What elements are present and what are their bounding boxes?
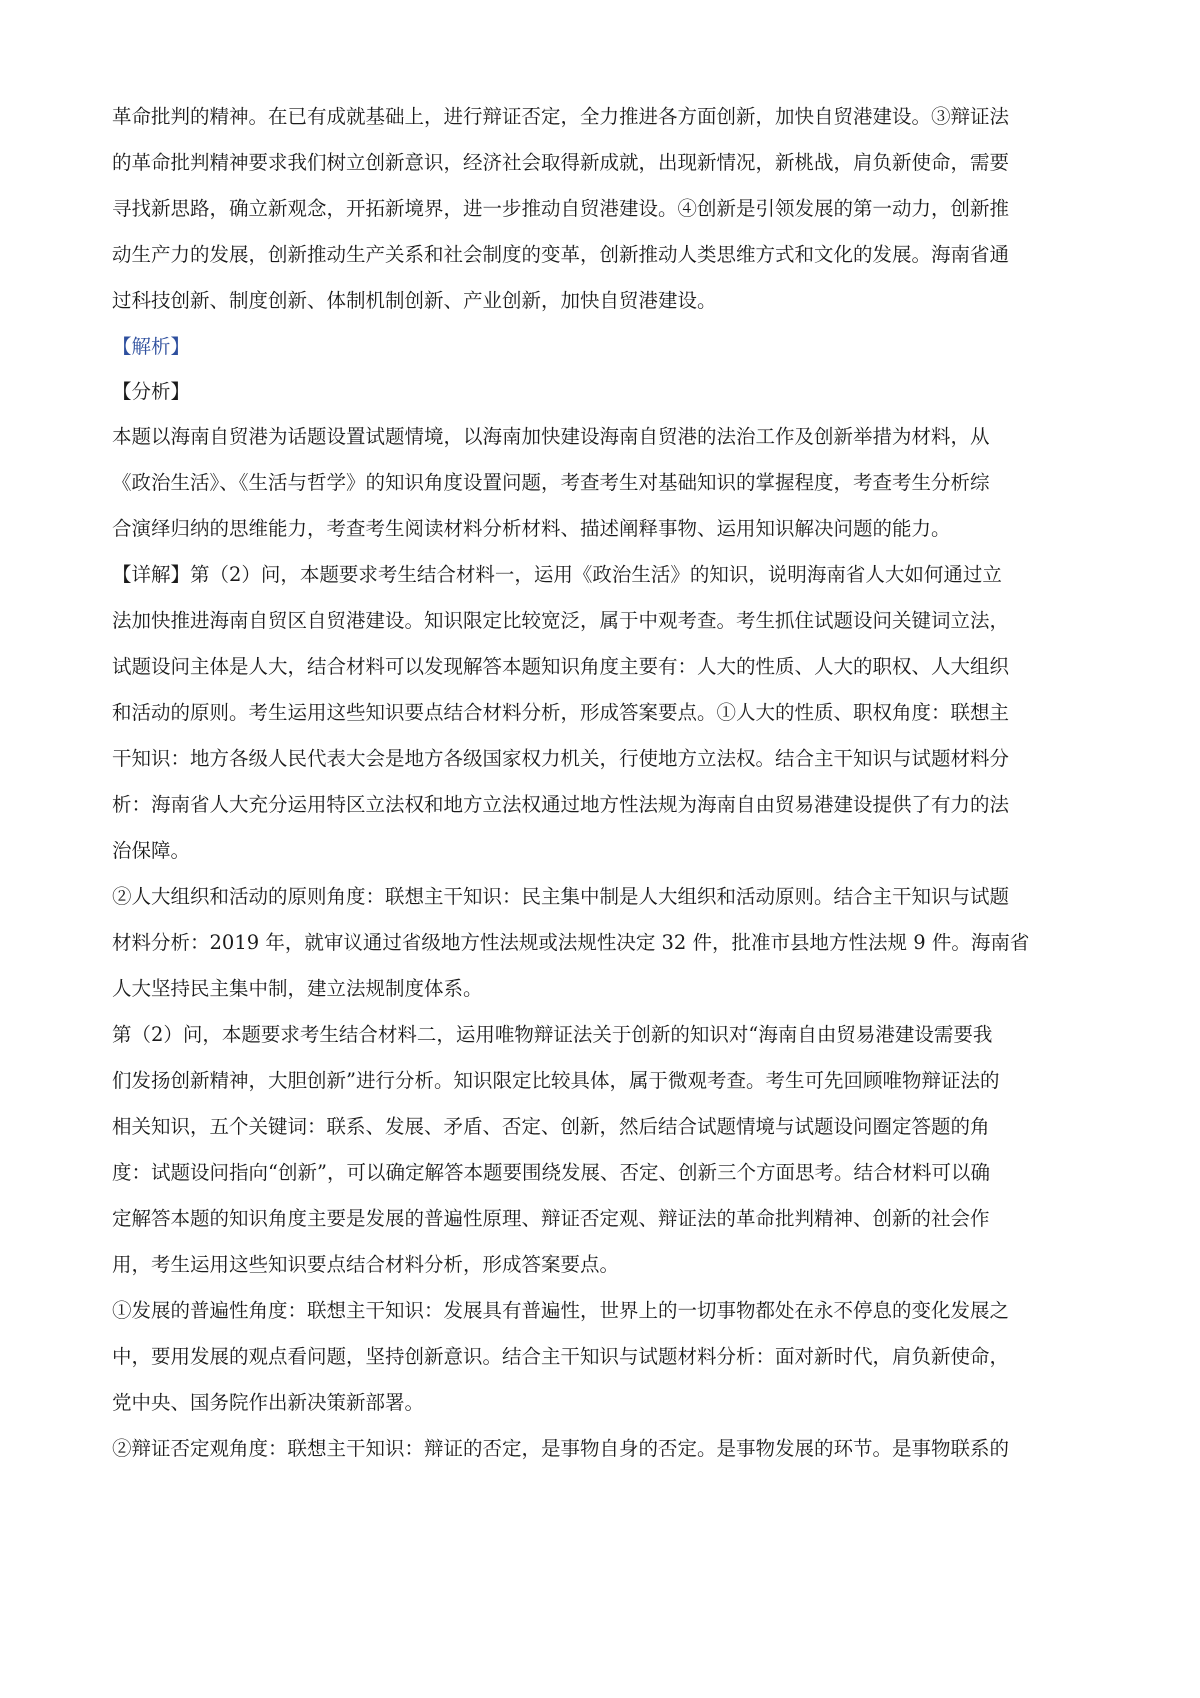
text-line: 法加快推进海南自贸区自贸港建设。知识限定比较宽泛，属于中观考查。考生抓住试题设问关键词立法， — [112, 609, 1010, 632]
text-line: 动生产力的发展，创新推动生产关系和社会制度的变革，创新推动人类思维方式和文化的发展。海南省通 — [112, 243, 1010, 266]
text-line: 寻找新思路，确立新观念，开拓新境界，进一步推动自贸港建设。④创新是引领发展的第一动力，创新推 — [112, 197, 1010, 220]
analysis-heading: 【解析】 — [112, 335, 191, 358]
text-line: 们发扬创新精神，大胆创新”进行分析。知识限定比较具体，属于微观考查。考生可先回顾唯物辩证法的 — [112, 1069, 1000, 1092]
text-line: 用，考生运用这些知识要点结合材料分析，形成答案要点。 — [112, 1253, 620, 1276]
text-line: 干知识：地方各级人民代表大会是地方各级国家权力机关，行使地方立法权。结合主干知识与试题材料分 — [112, 747, 1010, 770]
text-line: 析：海南省人大充分运用特区立法权和地方立法权通过地方性法规为海南自由贸易港建设提供了有力的法 — [112, 793, 1010, 816]
text-line: 合演绎归纳的思维能力，考查考生阅读材料分析材料、描述阐释事物、运用知识解决问题的能力。 — [112, 517, 951, 540]
section-heading-fenxi: 【分析】 — [112, 380, 191, 403]
text-line: 第（2）问，本题要求考生结合材料二，运用唯物辩证法关于创新的知识对“海南自由贸易港建设需要我 — [112, 1023, 993, 1046]
text-line: 和活动的原则。考生运用这些知识要点结合材料分析，形成答案要点。①人大的性质、职权角度：联想主 — [112, 701, 1010, 724]
text-line: 党中央、国务院作出新决策新部署。 — [112, 1391, 425, 1414]
text-line: 革命批判的精神。在已有成就基础上，进行辩证否定，全力推进各方面创新，加快自贸港建设。③辩证法 — [112, 105, 1010, 128]
text-line: 材料分析：2019 年，就审议通过省级地方性法规或法规性决定 32 件，批准市县地方性法规 9 件。海南省 — [112, 931, 1030, 954]
text-line: 定解答本题的知识角度主要是发展的普遍性原理、辩证否定观、辩证法的革命批判精神、创新的社会作 — [112, 1207, 990, 1230]
text-line: ①发展的普遍性角度：联想主干知识：发展具有普遍性，世界上的一切事物都处在永不停息的变化发展之 — [112, 1299, 1010, 1322]
text-line: ②辩证否定观角度：联想主干知识：辩证的否定，是事物自身的否定。是事物发展的环节。是事物联系的 — [112, 1437, 1010, 1460]
text-line: 过科技创新、制度创新、体制机制创新、产业创新，加快自贸港建设。 — [112, 289, 717, 312]
text-line: 本题以海南自贸港为话题设置试题情境，以海南加快建设海南自贸港的法治工作及创新举措为材料，从 — [112, 425, 990, 448]
text-line: 试题设问主体是人大，结合材料可以发现解答本题知识角度主要有：人大的性质、人大的职权、人大组织 — [112, 655, 1010, 678]
text-line: 人大坚持民主集中制，建立法规制度体系。 — [112, 977, 483, 1000]
text-line: 相关知识，五个关键词：联系、发展、矛盾、否定、创新，然后结合试题情境与试题设问圈定答题的角 — [112, 1115, 990, 1138]
text-line: 度：试题设问指向“创新”，可以确定解答本题要围绕发展、否定、创新三个方面思考。结合材料可以确 — [112, 1161, 990, 1184]
text-line: 治保障。 — [112, 839, 191, 862]
text-line: ②人大组织和活动的原则角度：联想主干知识：民主集中制是人大组织和活动原则。结合主干知识与试题 — [112, 885, 1010, 908]
text-line: 《政治生活》、《生活与哲学》的知识角度设置问题，考查考生对基础知识的掌握程度，考查考生分析综 — [112, 471, 990, 494]
text-line: 中，要用发展的观点看问题，坚持创新意识。结合主干知识与试题材料分析：面对新时代，肩负新使命， — [112, 1345, 1010, 1368]
text-line: 【详解】第（2）问，本题要求考生结合材料一，运用《政治生活》的知识，说明海南省人大如何通过立 — [112, 563, 1002, 586]
text-line: 的革命批判精神要求我们树立创新意识，经济社会取得新成就，出现新情况，新桃战，肩负新使命，需要 — [112, 151, 1010, 174]
